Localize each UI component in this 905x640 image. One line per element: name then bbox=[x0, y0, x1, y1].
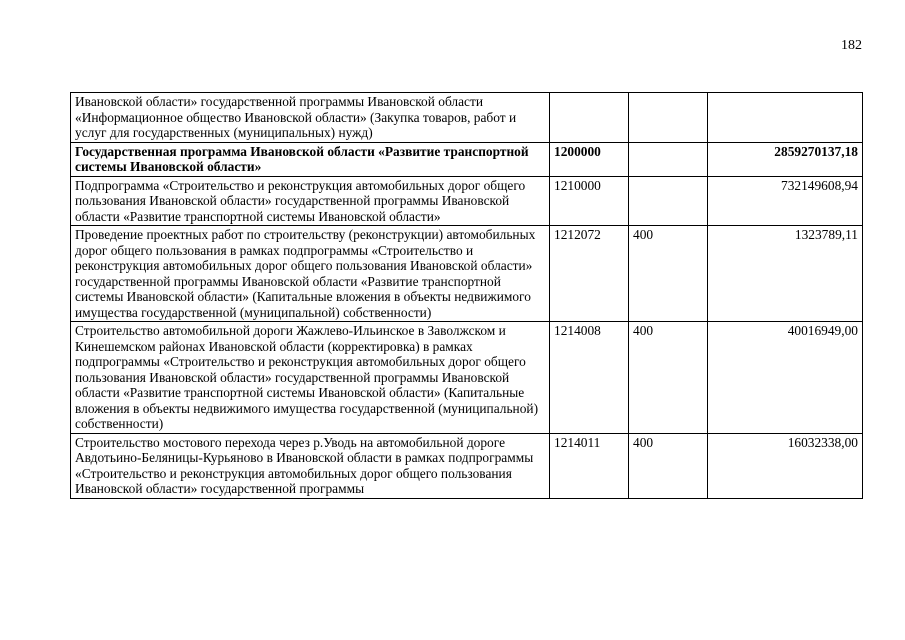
row-description: Ивановской области» государственной программы Ивановской области «Информационное общество Ивановской области» (Закупка товаров, работ и услуг для государственных (муниципальных) нужд) bbox=[71, 93, 550, 143]
row-expense-type bbox=[629, 142, 708, 176]
row-amount: 40016949,00 bbox=[708, 322, 863, 434]
row-expense-type bbox=[629, 93, 708, 143]
row-expense-type bbox=[629, 176, 708, 226]
row-target-code: 1214011 bbox=[550, 433, 629, 498]
row-expense-type: 400 bbox=[629, 433, 708, 498]
row-target-code: 1212072 bbox=[550, 226, 629, 322]
row-description: Государственная программа Ивановской области «Развитие транспортной системы Ивановской области» bbox=[71, 142, 550, 176]
row-amount: 2859270137,18 bbox=[708, 142, 863, 176]
row-amount: 16032338,00 bbox=[708, 433, 863, 498]
row-description: Проведение проектных работ по строительству (реконструкции) автомобильных дорог общего пользования в рамках подпрограммы «Строительство и реконструкция автомобильных дорог общего пользования Ивановской области» государственной программы Ивановской области «Развитие транспортной системы Ивановской области» (Капитальные вложения в объекты недвижимого имущества государственной (муниципальной) собственности) bbox=[71, 226, 550, 322]
row-expense-type: 400 bbox=[629, 226, 708, 322]
row-description: Строительство автомобильной дороги Жажлево-Ильинское в Заволжском и Кинешемском районах Ивановской области (корректировка) в рамках подпрограммы «Строительство и реконструкция автомобильных дорог общего пользования Ивановской области» государственной программы Ивановской области «Развитие транспортной системы Ивановской области» (Капитальные вложения в объекты недвижимого имущества государственной (муниципальной) собственности) bbox=[71, 322, 550, 434]
row-description: Подпрограмма «Строительство и реконструкция автомобильных дорог общего пользования Ивановской области» государственной программы Ивановской области «Развитие транспортной системы Ивановской области» bbox=[71, 176, 550, 226]
table-row bbox=[71, 176, 863, 226]
row-target-code: 1200000 bbox=[550, 142, 629, 176]
table-row bbox=[71, 93, 863, 143]
row-description: Строительство мостового перехода через р.Уводь на автомобильной дороге Авдотьино-Беляницы-Курьяново в Ивановской области в рамках подпрограммы «Строительство и реконструкция автомобильных дорог общего пользования Ивановской области» государственной программы bbox=[71, 433, 550, 498]
budget-table-body bbox=[71, 93, 863, 499]
row-amount bbox=[708, 93, 863, 143]
row-amount: 732149608,94 bbox=[708, 176, 863, 226]
budget-table bbox=[70, 92, 863, 499]
row-target-code: 1214008 bbox=[550, 322, 629, 434]
row-target-code bbox=[550, 93, 629, 143]
table-row bbox=[71, 433, 863, 498]
row-target-code: 1210000 bbox=[550, 176, 629, 226]
row-amount: 1323789,11 bbox=[708, 226, 863, 322]
row-expense-type: 400 bbox=[629, 322, 708, 434]
table-row bbox=[71, 322, 863, 434]
table-row bbox=[71, 226, 863, 322]
table-row bbox=[71, 142, 863, 176]
page-number: 182 bbox=[841, 38, 862, 53]
